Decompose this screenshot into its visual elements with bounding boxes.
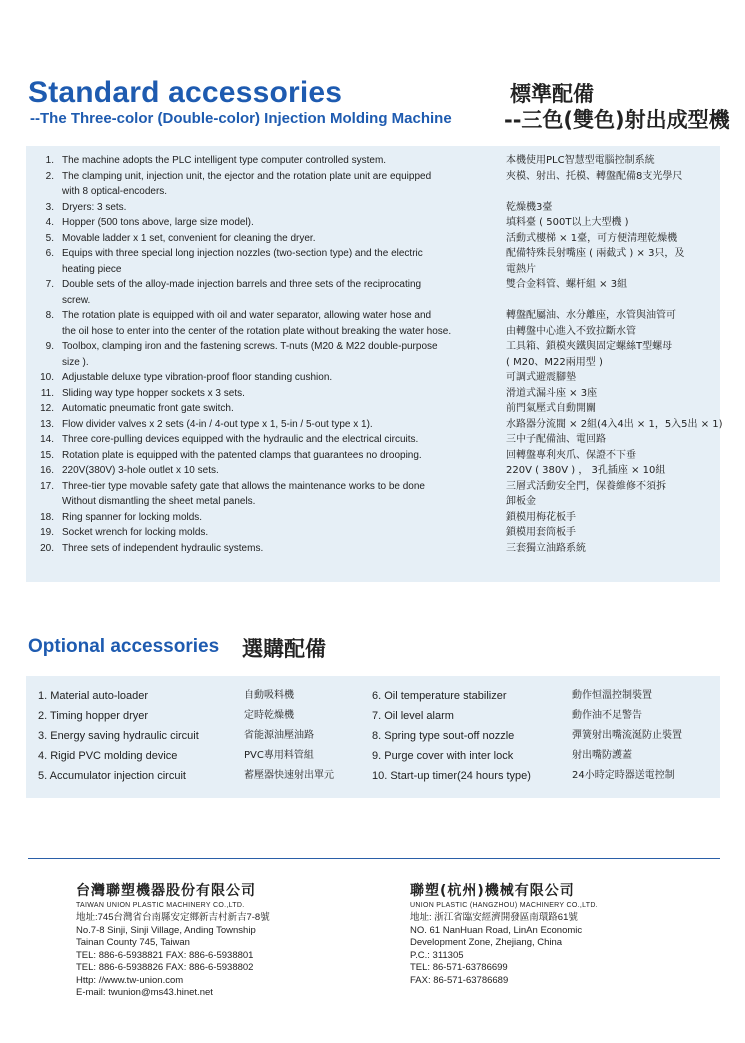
contact-line: NO. 61 NanHuan Road, LinAn Economic [410, 924, 583, 936]
standard-item-text: Dryers: 3 sets. [62, 201, 127, 213]
footer-divider [28, 858, 720, 859]
standard-item-text-zh: 配備特殊長射嘴座 ( 兩截式 ) × 3只，及 [506, 248, 685, 259]
standard-item-text: Sliding way type hopper sockets x 3 sets. [62, 387, 245, 399]
standard-item-number: 7. [45, 279, 54, 290]
standard-item-text: size ). [62, 356, 89, 368]
optional-item: 7. Oil level alarm [372, 710, 454, 722]
standard-item-number: 4. [45, 217, 54, 228]
standard-item-text: Rotation plate is equipped with the patented clamps that guarantees no drooping. [62, 449, 422, 461]
standard-item-number: 17. [40, 480, 54, 492]
standard-item-number: 6. [45, 248, 54, 259]
standard-item-text-zh: 回轉盤專利夾爪、保證不下垂 [506, 449, 636, 461]
standard-item-text-zh: 填料臺 ( 500T以上大型機 ) [506, 217, 629, 228]
standard-item-text-zh: 可調式避震腳墊 [506, 372, 576, 383]
standard-item-text: Three-tier type movable safety gate that allows the maintenance works to be done [62, 480, 425, 492]
company-hangzhou-name: 聯塑(杭州)機械有限公司 [410, 883, 575, 899]
company-hangzhou-contact [410, 912, 598, 987]
company-taiwan-name: 台灣聯塑機器股份有限公司 [76, 883, 256, 899]
standard-item-text: Without dismantling the sheet metal panels. [62, 496, 256, 507]
standard-item-number: 13. [40, 418, 54, 430]
standard-item-text-zh: 220V ( 380V ) ， 3孔插座 × 10組 [506, 465, 666, 476]
optional-title: Optional accessories [28, 636, 220, 657]
standard-item-text: with 8 optical-encoders. [62, 186, 168, 197]
standard-item-text: 220V(380V) 3-hole outlet x 10 sets. [62, 465, 219, 476]
optional-item: 8. Spring type sout-off nozzle [372, 730, 515, 742]
optional-title-zh: 選購配備 [242, 637, 326, 661]
page-subtitle-zh: --三色(雙色)射出成型機 [504, 108, 730, 132]
optional-item-zh: 蓄壓器快速射出單元 [244, 770, 334, 781]
company-taiwan [76, 880, 270, 1000]
standard-item-text: The clamping unit, injection unit, the ejector and the rotation plate unit are equipped [62, 170, 432, 182]
contact-line: E-mail: twunion@ms43.hinet.net [76, 987, 213, 998]
standard-item-text: Equips with three special long injection nozzles (two-section type) and the electric [62, 248, 423, 259]
company-hangzhou [410, 880, 598, 987]
contact-line: TEL: 86-571-63786699 [410, 962, 508, 973]
standard-item-number: 5. [45, 232, 54, 244]
optional-item-zh: 射出嘴防護蓋 [572, 750, 632, 761]
standard-item-text-zh: 夾模、射出、托模、轉盤配備8支光學尺 [506, 170, 683, 182]
standard-item-text: The rotation plate is equipped with oil and water separator, allowing water hose and [62, 310, 432, 321]
optional-item-zh: PVC專用料管組 [244, 750, 314, 761]
optional-item: 2. Timing hopper dryer [38, 710, 149, 722]
standard-item-text: the oil hose to enter into the center of the rotation plate without breaking the water hose. [62, 325, 452, 337]
standard-item-text: Three core-pulling devices equipped with the hydraulic and the electrical circuits. [62, 434, 419, 445]
contact-line: 地址:745台灣省台南縣安定鄉新吉村新吉7-8號 [76, 912, 270, 923]
optional-item-zh: 省能源油壓油路 [244, 730, 314, 741]
standard-item-text: Three sets of independent hydraulic systems. [62, 542, 264, 554]
standard-item-number: 10. [40, 372, 54, 383]
standard-item-text: Socket wrench for locking molds. [62, 527, 209, 538]
optional-item: 5. Accumulator injection circuit [38, 770, 186, 782]
optional-item: 1. Material auto-loader [38, 690, 149, 702]
contact-line: FAX: 86-571-63786689 [410, 974, 509, 986]
page-title: Standard accessories [28, 76, 343, 109]
standard-item-text-zh: 三層式活動安全門，保養維修不須拆 [506, 480, 666, 492]
standard-item-text-zh: 工具箱、鎖模夾鐵與固定螺絲T型螺母 [506, 341, 673, 352]
standard-item-number: 18. [40, 511, 54, 523]
optional-item: 6. Oil temperature stabilizer [372, 690, 507, 702]
standard-item-number: 12. [40, 403, 54, 414]
standard-item-number: 8. [45, 310, 54, 321]
standard-item-text: screw. [62, 294, 91, 306]
contact-line: 地址: 浙江省臨安經濟開發區南環路61號 [410, 912, 578, 923]
standard-item-number: 3. [45, 201, 54, 213]
standard-item-text: Flow divider valves x 2 sets (4-in / 4-out type x 1, 5-in / 5-out type x 1). [62, 418, 373, 430]
standard-item-text-zh: 三中子配備油、電回路 [506, 434, 606, 445]
contact-line: TEL: 886-6-5938821 FAX: 886-6-5938801 [76, 949, 254, 961]
contact-line: No.7-8 Sinji, Sinji Village, Anding Township [76, 924, 256, 936]
standard-item-text-zh: 轉盤配屬油、水分離座，水管與油管可 [506, 310, 676, 321]
standard-item-text: The machine adopts the PLC intelligent type computer controlled system. [62, 155, 387, 166]
standard-item-number: 14. [40, 434, 54, 445]
optional-item: 4. Rigid PVC molding device [38, 750, 178, 762]
contact-line: Http: //www.tw-union.com [76, 974, 184, 986]
standard-item-text: Movable ladder x 1 set, convenient for cleaning the dryer. [62, 232, 316, 244]
contact-line: P.C.: 311305 [410, 949, 464, 961]
standard-item-text: Toolbox, clamping iron and the fastening screws. T-nuts (M20 & M22 double-purpose [62, 341, 438, 352]
standard-item-text-zh: ( M20、M22兩用型 ) [506, 356, 603, 368]
standard-item-text: Ring spanner for locking molds. [62, 511, 203, 523]
standard-item-number: 16. [40, 465, 54, 476]
optional-item-zh: 定時乾燥機 [244, 710, 294, 721]
optional-item: 3. Energy saving hydraulic circuit [38, 730, 199, 742]
optional-item-zh: 自動吸料機 [244, 690, 294, 701]
standard-item-text-zh: 由轉盤中心進入不致拉斷水管 [506, 325, 636, 337]
standard-item-text-zh: 滑道式漏斗座 × 3座 [506, 387, 598, 399]
standard-item-text-zh: 鎖模用梅花板手 [506, 511, 576, 523]
optional-item-zh: 動作恒溫控制裝置 [572, 690, 652, 701]
page-title-zh: 標準配備 [510, 82, 594, 106]
standard-item-text: Adjustable deluxe type vibration-proof floor standing cushion. [62, 372, 333, 383]
standard-item-number: 9. [45, 341, 54, 352]
optional-item: 10. Start-up timer(24 hours type) [372, 770, 531, 782]
optional-item-zh: 彈簧射出嘴流涎防止裝置 [572, 730, 682, 741]
standard-item-number: 1. [45, 155, 54, 166]
optional-item: 9. Purge cover with inter lock [372, 750, 514, 762]
standard-item-text-zh: 三套獨立油路系統 [506, 542, 586, 554]
company-taiwan-name-en: TAIWAN UNION PLASTIC MACHINERY CO.,LTD. [76, 902, 245, 909]
contact-line: Development Zone, Zhejiang, China [410, 937, 563, 948]
standard-item-text-zh: 水路器分流閥 × 2組(4入4出 × 1，5入5出 × 1) [506, 418, 723, 430]
standard-item-number: 2. [45, 170, 54, 182]
standard-item-text-zh: 電熱片 [506, 263, 536, 275]
standard-item-number: 20. [40, 542, 54, 554]
optional-item-zh: 24小時定時器送電控制 [572, 770, 675, 781]
company-taiwan-contact [76, 912, 270, 1000]
standard-item-text: Automatic pneumatic front gate switch. [62, 403, 234, 414]
standard-item-text-zh: 雙合金料管、螺杆組 × 3組 [506, 279, 628, 290]
page-subtitle: --The Three-color (Double-color) Injection Molding Machine [30, 110, 452, 127]
standard-item-number: 15. [40, 449, 54, 461]
standard-item-text: Hopper (500 tons above, large size model). [62, 217, 254, 228]
standard-item-text-zh: 乾燥機3臺 [506, 201, 553, 213]
standard-item-text-zh: 鎖模用套筒板手 [506, 527, 576, 538]
standard-item-number: 11. [40, 387, 54, 399]
contact-line: Tainan County 745, Taiwan [76, 937, 190, 948]
standard-item-text-zh: 活動式樓梯 × 1臺，可方便清理乾燥機 [506, 232, 678, 244]
standard-item-number: 19. [40, 527, 54, 538]
standard-item-text-zh: 前門氣壓式自動開關 [506, 403, 596, 414]
company-hangzhou-name-en: UNION PLASTIC (HANGZHOU) MACHINERY CO.,LTD. [410, 902, 598, 909]
optional-item-zh: 動作油不足警告 [572, 710, 642, 721]
contact-line: TEL: 886-6-5938826 FAX: 886-6-5938802 [76, 962, 254, 973]
standard-item-text-zh: 本機使用PLC智慧型電腦控制系統 [506, 155, 655, 166]
standard-item-text-zh: 卸板金 [506, 496, 536, 507]
standard-item-text: Double sets of the alloy-made injection barrels and three sets of the reciprocating [62, 279, 422, 290]
standard-item-text: heating piece [62, 263, 122, 275]
